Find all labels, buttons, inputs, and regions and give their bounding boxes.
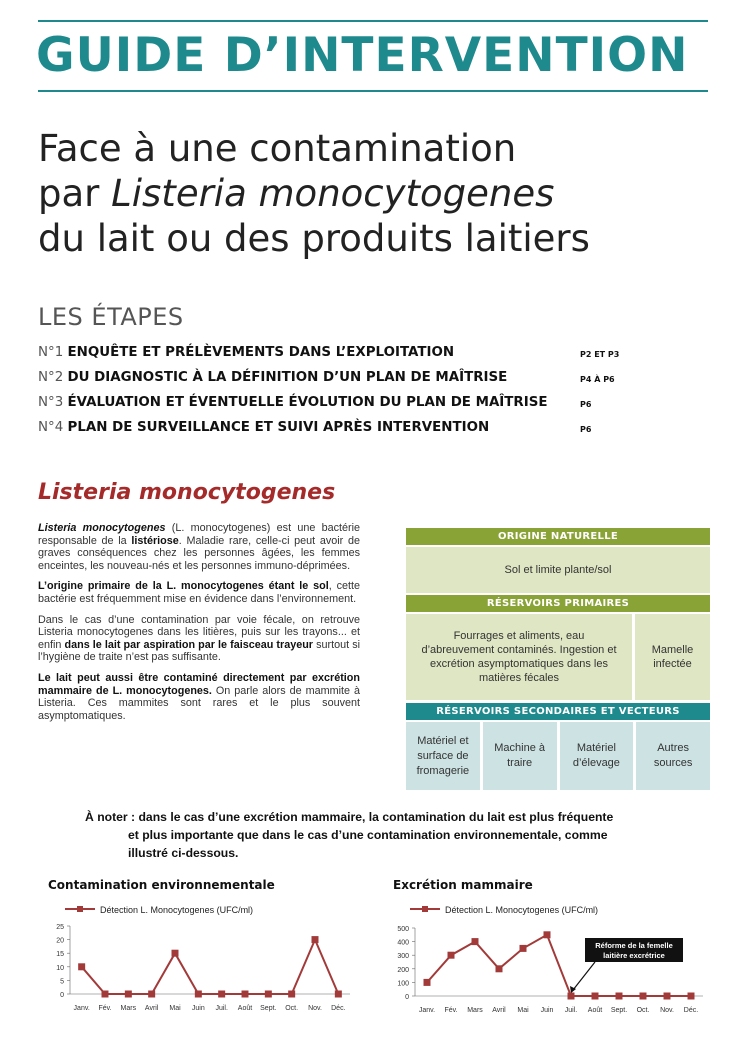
title-line-2 [38,171,590,216]
legend-marker [422,906,428,912]
p3-bold: dans le lait par aspiration par le faisceau trayeur [64,638,314,651]
x-tick-label: Janv. [418,1007,436,1014]
etape-item [38,345,454,360]
etape-pages: P6 [580,425,592,434]
chart-excretion-mammaire [385,896,715,1021]
note-line-3: illustré ci-dessous. [128,846,239,860]
x-tick-label: Mai [169,1005,181,1012]
p1-text-end: . Maladie rare, celle-ci peut avoir de graves conséquences chez les personnes âgées, les femmes enceintes, les nouveau-nés et les personnes immuno-déprimées. [38,534,360,572]
p2-text: , cette bactérie est fréquemment mise en évidence dans l’environnement. [38,580,360,605]
secondaires-row [406,722,710,790]
y-tick-label: 200 [397,966,409,974]
data-point [312,936,319,943]
guide-title: GUIDE D’INTERVENTION [36,28,689,83]
primaires-row [406,614,710,700]
etape-pages: P6 [580,400,592,409]
x-tick-label: Août [237,1005,253,1012]
y-tick-label: 10 [56,964,64,972]
etape-item [38,420,489,435]
p1-listeriose: listériose [131,534,179,547]
data-point [242,991,249,998]
x-tick-label: Juil. [564,1007,578,1014]
chart-environnementale [40,896,360,1021]
title-line-1: Face à une contamination [38,127,517,170]
secondaires-header: RÉSERVOIRS SECONDAIRES ET VECTEURS [406,703,710,720]
x-tick-label: Avril [492,1007,506,1014]
etape-text: DU DIAGNOSTIC À LA DÉFINITION D’UN PLAN DE MAÎTRISE [67,370,508,385]
paragraph [38,614,360,664]
x-tick-label: Avril [144,1005,159,1012]
data-point [172,950,179,957]
etape-num: N°1 [38,345,64,360]
y-tick-label: 20 [56,937,64,945]
x-tick-label: Sept. [610,1007,628,1014]
title-line-2-italic: Listeria monocytogenes [111,172,555,215]
y-tick-label: 100 [397,980,409,988]
data-point [688,993,695,1000]
chart-2-title: Excrétion mammaire [393,878,533,892]
y-tick-label: 300 [397,953,409,961]
x-tick-label: Juin [540,1007,554,1014]
etape-text: PLAN DE SURVEILLANCE ET SUIVI APRÈS INTERVENTION [67,420,490,435]
series-line [82,940,339,994]
data-point [640,993,647,1000]
reservoirs-diagram [406,528,710,790]
p2-bold: L’origine primaire de la L. monocytogenes étant le sol [38,580,329,593]
etape-pages: P4 À P6 [580,375,615,384]
x-tick-label: Nov. [308,1005,322,1012]
secondaire-cell: Matériel et surface de fromagerie [406,722,480,790]
data-point [218,991,225,998]
x-tick-label: Fév. [98,1005,112,1012]
x-tick-label: Oct. [636,1007,650,1014]
primaires-left: Fourrages et aliments, eau d’abreuvement contaminés. Ingestion et excrétion asymptomatiques dans les matières fécales [406,614,632,700]
title-rule [38,90,708,92]
data-point [520,945,527,952]
data-point [424,979,431,986]
note-line-1: À noter : dans le cas d’une excrétion mammaire, la contamination du lait est plus fréquente [85,810,614,824]
paragraph [38,522,360,572]
y-tick-label: 25 [56,924,64,931]
x-tick-label: Août [587,1007,603,1014]
note-line-2: et plus importante que dans le cas d’une contamination environnementale, comme [128,828,608,842]
legend-label: Détection L. Monocytogenes (UFC/ml) [100,905,254,915]
legend-marker [77,906,83,912]
data-point [335,991,342,998]
chart-1-title: Contamination environnementale [48,878,275,892]
y-tick-label: 0 [60,992,64,999]
primaires-header: RÉSERVOIRS PRIMAIRES [406,595,710,612]
data-point [195,991,202,998]
p3-text: Dans le cas d’une contamination par voie fécale, on retrouve Listeria monocytogenes dans les litières, puis sur les trayons... et enfin [38,613,360,651]
data-point [592,993,599,1000]
legend-label: Détection L. Monocytogenes (UFC/ml) [445,905,599,915]
secondaire-cell: Matériel d’élevage [560,722,634,790]
primaires-right: Mamelle infectée [635,614,710,700]
data-point [472,938,479,945]
x-tick-label: Nov. [660,1007,674,1014]
data-point [102,991,109,998]
data-point [265,991,272,998]
annotation-text: laitière excrétrice [603,951,665,960]
etapes-title: LES ÉTAPES [38,303,184,331]
x-tick-label: Déc. [331,1005,346,1012]
note-block [85,808,613,862]
secondaire-cell: Machine à traire [483,722,557,790]
annotation-arrow [573,962,595,990]
x-tick-label: Janv. [73,1005,90,1012]
x-tick-label: Juin [191,1005,205,1012]
y-tick-label: 15 [56,951,64,959]
paragraph [38,672,360,722]
p3-text-end: surtout si l’hygiène de traite n’est pas suffisante. [38,638,360,664]
title-line-3: du lait ou des produits laitiers [38,217,590,260]
p4-bold: Le lait peut aussi être contaminé directement par excrétion mammaire de L. monocytogenes. [38,671,360,697]
x-tick-label: Fév. [444,1007,458,1014]
p1-species: Listeria monocytogenes [38,522,166,534]
etape-text: ENQUÊTE ET PRÉLÈVEMENTS DANS L’EXPLOITATION [67,345,455,360]
x-tick-label: Mars [120,1005,137,1012]
data-point [78,963,85,970]
section-body [38,522,360,730]
data-point [496,965,503,972]
p4-text: On parle alors de mammite à Listeria. Ces mammites sont rares et le plus souvent asymptomatiques. [38,684,361,722]
paragraph [38,580,360,605]
etape-item [38,370,507,385]
secondaire-cell: Autres sources [636,722,710,790]
x-tick-label: Mai [517,1007,529,1014]
etape-pages: P2 ET P3 [580,350,620,359]
etape-text: ÉVALUATION ET ÉVENTUELLE ÉVOLUTION DU PLAN DE MAÎTRISE [67,395,548,410]
data-point [288,991,295,998]
data-point [448,952,455,959]
x-tick-label: Sept. [260,1005,277,1012]
origine-cell: Sol et limite plante/sol [406,547,710,593]
data-point [125,991,132,998]
y-tick-label: 400 [397,939,409,947]
title-line-2-prefix: par [38,172,112,215]
origine-header: ORIGINE NATURELLE [406,528,710,545]
etape-item [38,395,548,410]
x-tick-label: Mars [467,1007,483,1014]
etape-num: N°3 [38,395,64,410]
etape-num: N°4 [38,420,64,435]
top-rule [38,20,708,22]
data-point [544,931,551,938]
data-point [664,993,671,1000]
y-tick-label: 5 [60,978,64,986]
page-title [38,126,590,261]
etape-num: N°2 [38,370,64,385]
y-tick-label: 0 [405,994,409,1001]
annotation-text: Réforme de la femelle [595,941,673,950]
x-tick-label: Oct. [285,1005,299,1012]
data-point [568,993,575,1000]
y-tick-label: 500 [397,926,409,933]
section-title: Listeria monocytogenes [38,480,336,505]
data-point [616,993,623,1000]
x-tick-label: Déc. [683,1007,699,1014]
x-tick-label: Juil. [215,1005,228,1012]
data-point [148,991,155,998]
p1-text: (L. monocytogenes) est une bactérie responsable de la [38,522,361,547]
